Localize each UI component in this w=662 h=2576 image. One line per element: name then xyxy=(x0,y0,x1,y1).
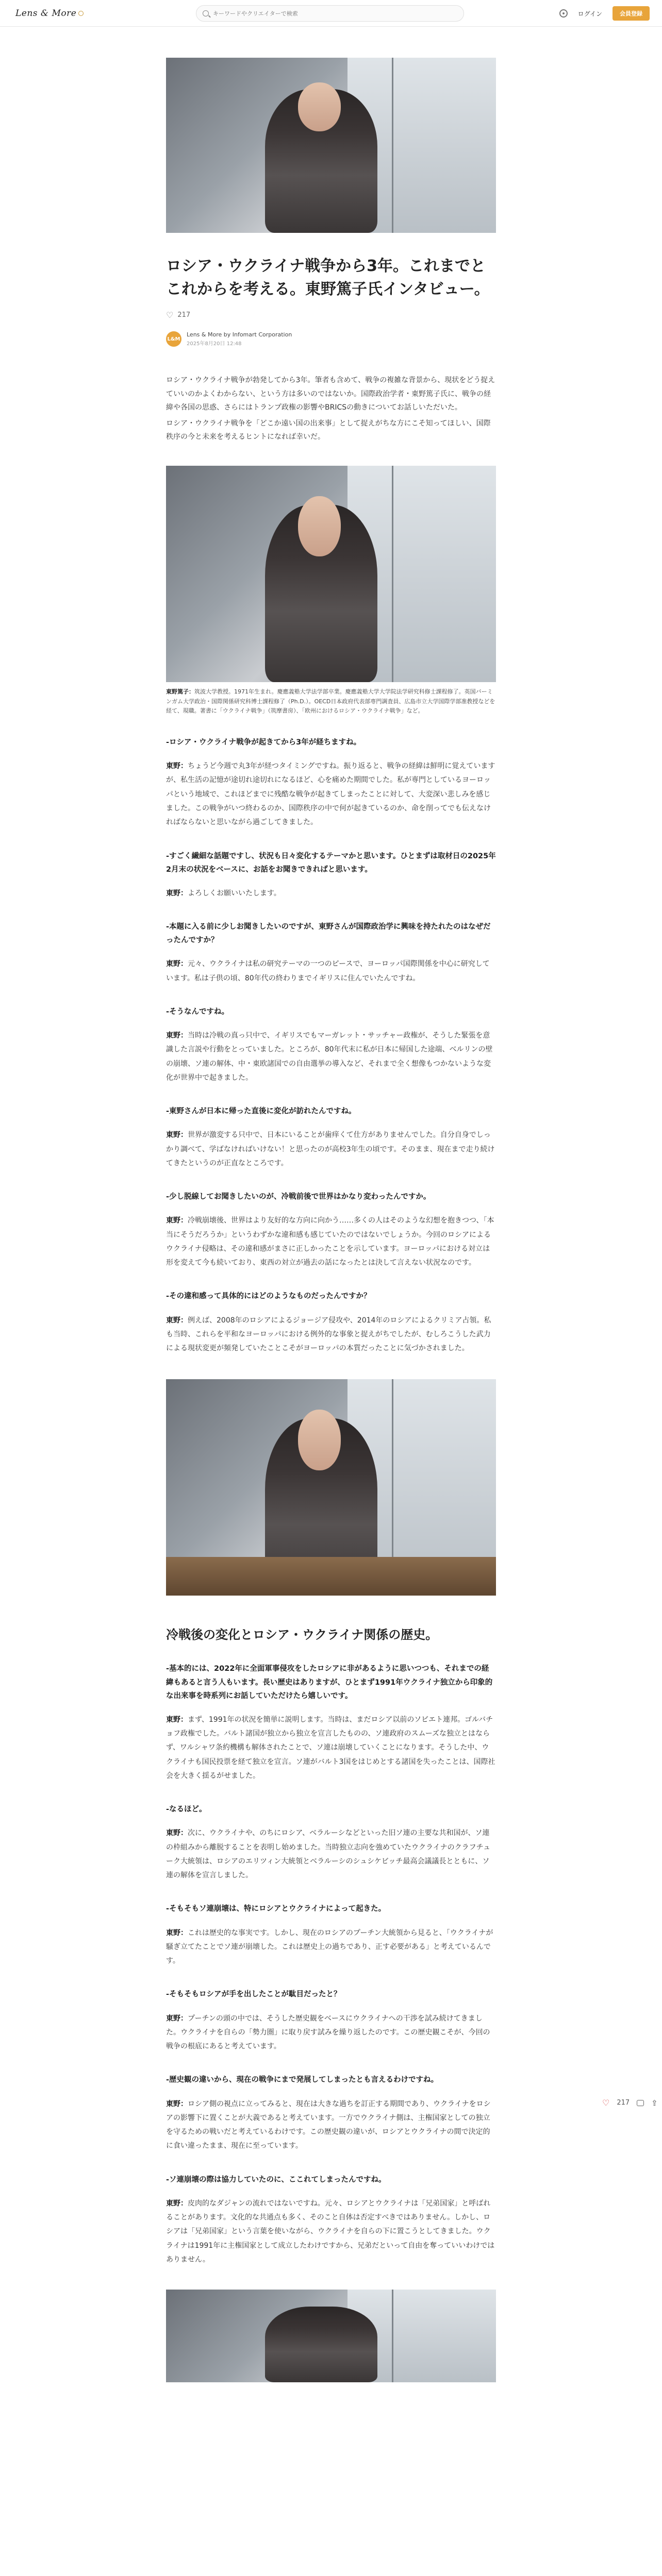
speaker-label: 東野： xyxy=(166,1131,188,1140)
answer-text: まず、1991年の状況を簡単に説明します。当時は、まだロシア以前のソビエト連邦。ゴルバチョフ政権でした。バルト諸国が独立から独立を宣言したものの、ソ連政府のスムーズな独立とはならず、ワルシャワ条約機構も解体されたことで、ソ連は崩壊していくことになります。そうした中、ウクライナも国民投票を経て独立を宣言。ソ連がバルト3国をはじめとする諸国を失ったことは、国際社会を大きく揺るがせました。 xyxy=(166,1715,495,1780)
answer-text: 次に、ウクライナや、のちにロシア、ベラルーシなどといった旧ソ連の主要な共和国が、ソ連の枠組みから離脱することを表明し始めました。当時独立志向を強めていたウクライナのクラフチューク大統領は、ロシアのエリツィン大統領とベラルーシのシュシケビッチ最高会議議長とともに、ソ連の解体を宣言しました。 xyxy=(166,1829,491,1880)
profile-photo xyxy=(166,466,496,682)
question: -なるほど。 xyxy=(166,1805,207,1814)
speaker-label: 東野： xyxy=(166,2199,188,2208)
bottom-photo-block xyxy=(166,2290,496,2382)
caption-name: 東野篤子： xyxy=(166,688,194,695)
header-actions xyxy=(559,6,650,21)
section-heading: 冷戦後の変化とロシア・ウクライナ関係の歴史。 xyxy=(166,1628,438,1642)
answer xyxy=(166,1314,496,1356)
speaker-label: 東野： xyxy=(166,889,188,897)
question: -そうなんですね。 xyxy=(166,1007,229,1016)
question: -ロシア・ウクライナ戦争が起きてから3年が経ちますね。 xyxy=(166,738,361,747)
top-bar xyxy=(0,0,662,27)
gear-icon[interactable] xyxy=(559,9,568,18)
speaker-label: 東野： xyxy=(166,1715,188,1724)
publish-date: 2025年8月20日 12:48 xyxy=(187,341,242,347)
floating-heart-icon[interactable]: ♡ xyxy=(602,2098,610,2108)
answer xyxy=(166,887,496,901)
answer xyxy=(166,2012,496,2054)
register-button[interactable]: 会員登録 xyxy=(613,6,650,21)
bottom-photo xyxy=(166,2290,496,2382)
question: -基本的には、2022年に全面軍事侵攻をしたロシアに非があるように思いつつも、それまでの経緯もあると言う人もいます。長い歴史はありますが、ひとまず1991年ウクライナ独立から印象的な出来事を時系列にお話していただけたら嬉しいです。 xyxy=(166,1665,493,1700)
answer xyxy=(166,1128,496,1171)
search-icon xyxy=(203,10,209,16)
caption-text: 筑波大学教授。1971年生まれ。慶應義塾大学法学部卒業。慶應義塾大学大学院法学研究科修士課程修了。英国バーミンガム大学政治・国際関係研究科博士課程修了（Ph.D.）。OECD日本政府代表部専門調査員、広島市立大学国際学部准教授などを経て、現職。著書に「ウクライナ戦争」（筑摩書房）、「欧州におけるロシア・ウクライナ戦争」など。 xyxy=(166,688,495,715)
answer-text: 冷戦崩壊後、世界はより友好的な方向に向かう……多くの人はそのような幻想を抱きつつ、「本当にそうだろうか」というわずかな違和感も感じていたのではないでしょうか。今回のロシアによるウクライナ侵略は、その違和感がまさに正しかったことを示しています。ヨーロッパにおける対立は形を変えて今も続いており、東西の対立が過去の話になったとは決して言えない状況なのです。 xyxy=(166,1216,494,1267)
speaker-label: 東野： xyxy=(166,2099,188,2108)
speaker-label: 東野： xyxy=(166,960,188,969)
speaker-label: 東野： xyxy=(166,2014,188,2023)
author-row[interactable] xyxy=(166,331,496,347)
avatar[interactable]: L&M xyxy=(166,331,181,347)
photo-caption xyxy=(166,687,496,716)
answer xyxy=(166,759,496,829)
search-input[interactable] xyxy=(213,10,457,17)
article xyxy=(166,27,496,2382)
answer-text: ちょうど今週で丸3年が経つタイミングですね。振り返ると、戦争の経緯は鮮明に覚えていますが、私生活の記憶が途切れ途切れになるほど、心を痛めた期間でした。私が専門としているヨーロッパという地域で、これほどまでに残酷な戦争が起きてしまったことに対して、大変深い悲しみを感じました。この戦争がいつ終わるのか、国際秩序の中で何が起きているのか、命を削ってでも伝えなければならないと思いながら過ごしてきました。 xyxy=(166,762,495,827)
like-row xyxy=(166,310,496,320)
answer-text: 例えば、2008年のロシアによるジョージア侵攻や、2014年のロシアによるクリミア占領。私も当時、これらを平和なヨーロッパにおける例外的な事象と捉えがちでしたが、むしろこうした武力による現状変更が頻発していたことこそがヨーロッパの本質だったことに気づかされました。 xyxy=(166,1316,491,1353)
hero-photo xyxy=(166,58,496,233)
question: -すごく繊細な話題ですし、状況も日々変化するテーマかと思います。ひとまずは取材日の2025年2月末の状況をベースに、お話をお聞きできればと思います。 xyxy=(166,852,496,874)
article-title: ロシア・ウクライナ戦争から3年。これまでとこれからを考える。東野篤子氏インタビュー。 xyxy=(166,257,490,298)
answer xyxy=(166,1926,496,1969)
speaker-label: 東野： xyxy=(166,762,188,771)
lead-paragraph: ロシア・ウクライナ戦争を「どこか遠い国の出来事」として捉えがちな方にこそ知ってほしい、国際秩序の今と未来を考えるヒントになれば幸いだ。 xyxy=(166,419,491,442)
answer-text: 当時は冷戦の真っ只中で、イギリスでもマーガレット・サッチャー政権が、そうした緊張を意識した言説や行動をとっていました。ところが、80年代末に私が日本に帰国した途端、ベルリンの壁の崩壊、ソ連の解体、中・東欧諸国での自由選挙の導入など、それまで全く想像もつかないような変化が世界中で起きました。 xyxy=(166,1031,493,1082)
answer-text: プーチンの頭の中では、そうした歴史観をベースにウクライナへの干渉を試み続けてきました。ウクライナを自らの「勢力圏」に取り戻す試みを繰り返したのです。この歴史観こそが、今回の戦争の根底にあると考えています。 xyxy=(166,2014,490,2051)
lead-text xyxy=(166,374,496,444)
interview-photo-block xyxy=(166,1379,496,1596)
answer-text: これは歴史的な事実です。しかし、現在のロシアのプーチン大統領から見ると、「ウクライナが騒ぎ立てたことでソ連が崩壊した。これは歴史上の過ちであり、正す必要がある」と考えているんです。 xyxy=(166,1928,493,1965)
interview-photo xyxy=(166,1379,496,1596)
question: -歴史観の違いから、現在の戦争にまで発展してしまったとも言えるわけですね。 xyxy=(166,2076,439,2084)
floating-like-count: 217 xyxy=(617,2099,630,2107)
answer-text: ロシア側の視点に立ってみると、現在は大きな過ちを訂正する期間であり、ウクライナをロシアの影響下に置くことが大義であると考えています。一方でウクライナ側は、主権国家としての独立を守るための戦いだと考えているわけです。この歴史観の違いが、ロシアとウクライナの間で決定的に食い違ったまま、現在に至っています。 xyxy=(166,2099,491,2150)
answer-text: 元々、ウクライナは私の研究テーマの一つのピースで、ヨーロッパ国際関係を中心に研究しています。私は子供の頃、80年代の終わりまでイギリスに住んでいたんですね。 xyxy=(166,960,490,982)
site-logo[interactable] xyxy=(15,8,84,19)
speaker-label: 東野： xyxy=(166,1031,188,1040)
comment-icon[interactable] xyxy=(637,2100,644,2106)
question: -少し脱線してお聞きしたいのが、冷戦前後で世界はかなり変わったんですか。 xyxy=(166,1193,431,1201)
speaker-label: 東野： xyxy=(166,1316,188,1325)
answer xyxy=(166,1029,496,1085)
like-count: 217 xyxy=(177,311,191,319)
question: -本題に入る前に少しお聞きしたいのですが、東野さんが国際政治学に興味を持たれたのはなぜだったんですか？ xyxy=(166,923,491,945)
answer xyxy=(166,957,496,986)
answer-text: 世界が激変する只中で、日本にいることが歯痒くて仕方がありませんでした。自分自身でしっかり調べて、学ばなければいけない！と思ったのが高校3年生の頃です。そのまま、現在まで走り続けてきたというのが正直なところです。 xyxy=(166,1131,495,1167)
author-name[interactable]: Lens & More by Infomart Corporation xyxy=(187,331,292,338)
answer xyxy=(166,2197,496,2267)
answer-text: 皮肉的なダジャンの流れではないですね。元々、ロシアとウクライナは「兄弟国家」と呼ばれることがあります。文化的な共通点も多く、そのこと自体は否定すべきではありません。しかし、ロシアは「兄弟国家」という言葉を使いながら、ウクライナを自らの下に置こうとしてきました。ウクライナは1991年に主権国家として成立したわけですから、兄弟だといって自由を奪っていいわけではありません。 xyxy=(166,2199,495,2264)
share-icon[interactable]: ⇪ xyxy=(651,2098,658,2108)
speaker-label: 東野： xyxy=(166,1829,188,1838)
question: -その違和感って具体的にはどのようなものだったんですか？ xyxy=(166,1292,371,1301)
qa-section-2 xyxy=(166,1662,496,2267)
search-bar[interactable] xyxy=(196,5,464,22)
logo-mark-icon xyxy=(78,11,84,16)
answer xyxy=(166,1826,496,1883)
question: -そもそもソ連崩壊は、特にロシアとウクライナによって起きた。 xyxy=(166,1905,386,1913)
question: -東野さんが日本に帰った直後に変化が訪れたんですね。 xyxy=(166,1107,356,1116)
speaker-label: 東野： xyxy=(166,1216,188,1225)
profile-photo-block xyxy=(166,466,496,716)
speaker-label: 東野： xyxy=(166,1928,188,1937)
qa-section-1 xyxy=(166,736,496,1355)
answer xyxy=(166,2097,496,2154)
lead-paragraph: ロシア・ウクライナ戦争が勃発してから3年。筆者も含めて、戦争の複雑な背景から、現状をどう捉えていいのかよくわからない、という方は多いのではないか。国際政治学者・東野篤子氏に、戦争の経緯や各国の思惑、さらにはトランプ政権の影響やBRICSの動きについてお話しいただいた。 xyxy=(166,376,495,412)
answer xyxy=(166,1214,496,1270)
question: -そもそもロシアが手を出したことが駄目だったと？ xyxy=(166,1990,341,1999)
floating-actions xyxy=(602,2098,658,2108)
question: -ソ連崩壊の際は協力していたのに、ここれてしまったんですね。 xyxy=(166,2175,386,2184)
heart-icon[interactable]: ♡ xyxy=(166,310,174,320)
logo-text: Lens & More xyxy=(15,8,77,19)
login-link[interactable]: ログイン xyxy=(577,10,602,18)
answer xyxy=(166,1713,496,1783)
answer-text: よろしくお願いいたします。 xyxy=(188,889,281,897)
